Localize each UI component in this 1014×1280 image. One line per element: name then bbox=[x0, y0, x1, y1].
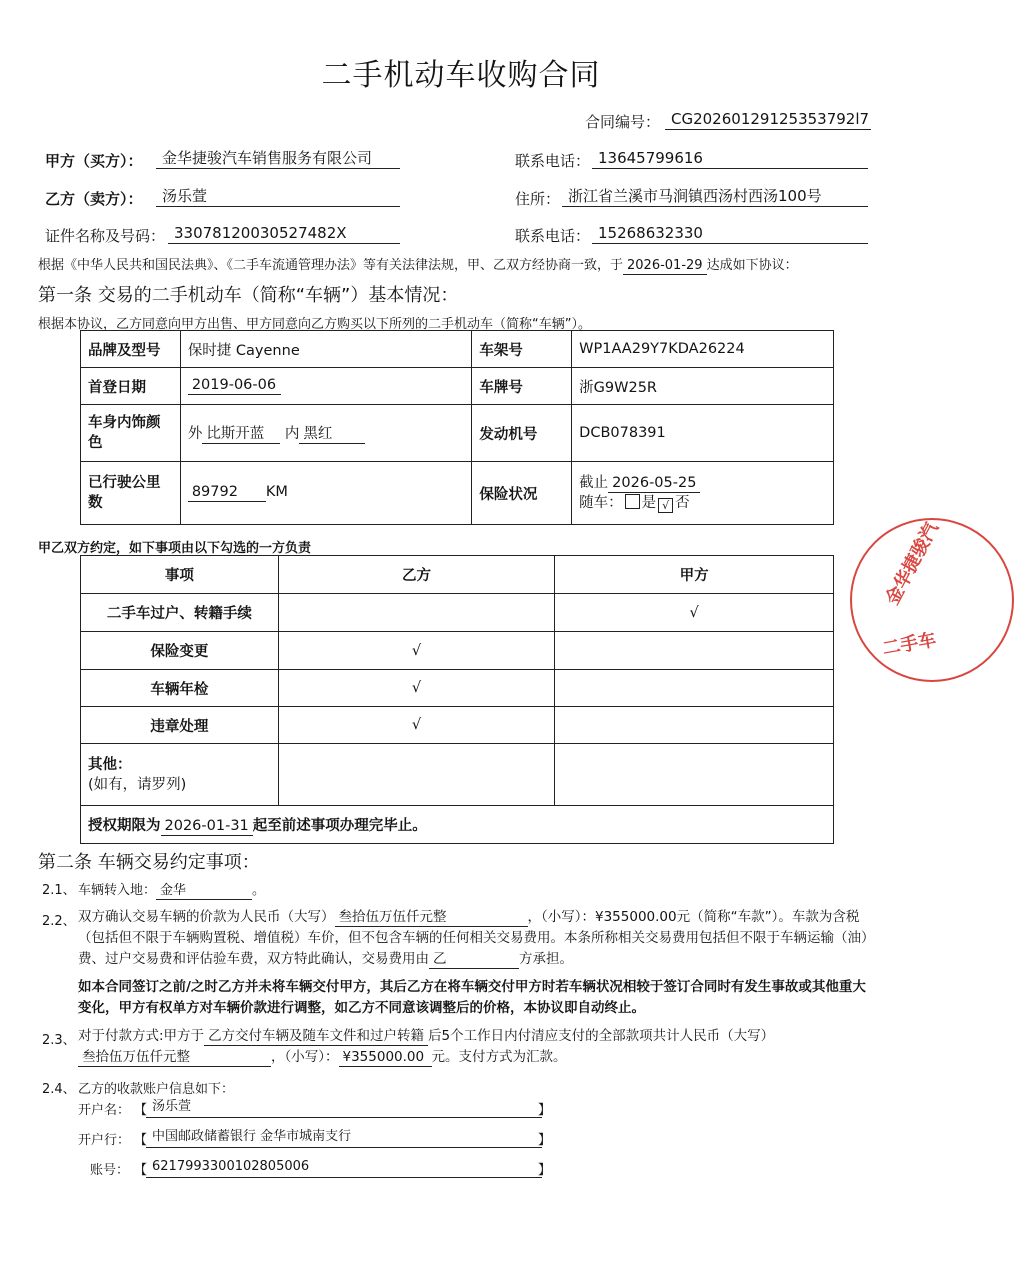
contract-no-value: CG20260129125353792l7 bbox=[665, 109, 871, 130]
duty-check-a bbox=[555, 707, 834, 744]
duty-item: 保险变更 bbox=[81, 632, 279, 670]
payment-upper: 叁拾伍万伍仟元整 bbox=[78, 1049, 271, 1067]
duty-check-b: √ bbox=[278, 632, 555, 670]
clause-2-2-num: 2.2、 bbox=[42, 914, 76, 929]
clause-2-3-a: 对于付款方式:甲方于 bbox=[78, 1028, 205, 1044]
bank-label: 开户行： bbox=[78, 1133, 131, 1148]
clause-2-1-end: 。 bbox=[252, 883, 266, 898]
duty-other-note: (如有，请罗列) bbox=[88, 776, 187, 793]
clause-2-3-d: 元。支付方式为汇款。 bbox=[431, 1049, 567, 1065]
party-a-name: 金华捷骏汽车销售服务有限公司 bbox=[156, 148, 400, 169]
bracket-close-1: 】 bbox=[538, 1103, 552, 1118]
party-b-address: 浙江省兰溪市马涧镇西汤村西汤100号 bbox=[562, 186, 868, 207]
color-label: 车身内饰颜色 bbox=[81, 405, 181, 462]
insurance-cell bbox=[572, 462, 834, 525]
preamble-text: 根据《中华人民共和国民法典》、《二手车流通管理办法》等有关法律法规，甲、乙双方经协商一致，于 bbox=[38, 258, 624, 273]
mileage-cell bbox=[180, 462, 472, 525]
mileage-label: 已行驶公里数 bbox=[81, 462, 181, 525]
seal-text-1: 金华捷骏汽 bbox=[881, 519, 943, 609]
seal-text-2: 二手车 bbox=[880, 629, 938, 660]
reg-date-label: 首登日期 bbox=[81, 368, 181, 405]
insurance-until: 2026-05-25 bbox=[608, 475, 700, 493]
vin-value: WP1AA29Y7KDA26224 bbox=[572, 331, 834, 368]
duty-check-b bbox=[278, 594, 555, 632]
interior-color: 黑红 bbox=[299, 426, 365, 444]
party-b-name: 汤乐萱 bbox=[156, 186, 400, 207]
account-holder: 汤乐萱 bbox=[146, 1097, 542, 1118]
mileage-unit: KM bbox=[265, 484, 288, 500]
duty-item: 二手车过户、转籍手续 bbox=[81, 594, 279, 632]
with-car-label: 随车： bbox=[579, 495, 623, 511]
insurance-prefix: 截止 bbox=[579, 475, 609, 491]
clause-2-3-num: 2.3、 bbox=[42, 1033, 76, 1048]
vin-label: 车架号 bbox=[472, 331, 572, 368]
party-b-label: 乙方（卖方）： bbox=[45, 190, 143, 208]
clause-2-1-value: 金华 bbox=[156, 882, 252, 900]
duty-other-label: 其他： bbox=[88, 756, 132, 773]
reg-date-cell bbox=[180, 368, 472, 405]
duty-item: 违章处理 bbox=[81, 707, 279, 744]
preamble bbox=[38, 254, 798, 275]
duty-row bbox=[81, 670, 834, 707]
duty-check-a bbox=[555, 632, 834, 670]
payment-condition: 乙方交付车辆及随车文件和过户转籍 bbox=[204, 1028, 428, 1046]
exterior-color: 比斯开蓝 bbox=[202, 426, 280, 444]
brand-value: 保时捷 Cayenne bbox=[180, 331, 472, 368]
color-cell bbox=[180, 405, 472, 462]
duty-row bbox=[81, 594, 834, 632]
duty-other-cell bbox=[81, 744, 279, 806]
plate-value: 浙G9W25R bbox=[572, 368, 834, 405]
party-a-phone: 13645799616 bbox=[592, 148, 868, 169]
vehicle-table bbox=[80, 330, 834, 525]
duty-header-item: 事项 bbox=[81, 556, 279, 594]
contract-title: 二手机动车收购合同 bbox=[321, 58, 601, 93]
plate-label: 车牌号 bbox=[472, 368, 572, 405]
duty-intro: 甲乙双方约定，如下事项由以下勾选的一方负责 bbox=[38, 541, 312, 556]
contract-no-label: 合同编号： bbox=[585, 113, 661, 131]
no-label: 否 bbox=[675, 495, 690, 511]
clause-2-4-label: 乙方的收款账户信息如下： bbox=[78, 1082, 235, 1097]
clause-2-3-c: ，（小写）： bbox=[271, 1049, 339, 1065]
account-label: 账号： bbox=[90, 1163, 130, 1178]
clause-2-3-b: 后5个工作日内付清应支付的全部款项共计人民币（大写） bbox=[428, 1028, 775, 1044]
auth-pre: 授权期限为 bbox=[88, 817, 161, 834]
duty-table bbox=[80, 555, 834, 844]
party-a-phone-label: 联系电话： bbox=[515, 152, 591, 170]
duty-row bbox=[81, 632, 834, 670]
article2-heading: 第二条 车辆交易约定事项： bbox=[38, 852, 260, 873]
price-upper: 叁拾伍万伍仟元整 bbox=[335, 909, 528, 927]
yes-checkbox[interactable] bbox=[625, 494, 640, 509]
clause-2-1 bbox=[78, 879, 265, 900]
bracket-open-2: 【 bbox=[134, 1133, 148, 1148]
duty-check-a bbox=[555, 670, 834, 707]
clause-2-2-b: ，（小写）： bbox=[527, 909, 595, 925]
duty-other-b bbox=[278, 744, 555, 806]
clause-2-2-bold: 如本合同签订之前/之时乙方并未将车辆交付甲方，其后乙方在将车辆交付甲方时若车辆状况相较于签订合同时有发生事故或其他重大变化，甲方有权单方对车辆价款进行调整，如乙方不同意该调整后的价格，本协议即自动终止。 bbox=[78, 979, 866, 1016]
party-b-id: 33078120030527482X bbox=[168, 223, 400, 244]
engine-value: DCB078391 bbox=[572, 405, 834, 462]
preamble-end: 达成如下协议： bbox=[706, 258, 798, 273]
duty-check-b: √ bbox=[278, 670, 555, 707]
engine-label: 发动机号 bbox=[472, 405, 572, 462]
account-number: 6217993300102805006 bbox=[146, 1157, 542, 1178]
clause-2-1-label: 车辆转入地： bbox=[78, 883, 157, 898]
insurance-label: 保险状况 bbox=[472, 462, 572, 525]
brand-label: 品牌及型号 bbox=[81, 331, 181, 368]
exterior-prefix: 外 bbox=[187, 426, 203, 442]
mileage-value: 89792 bbox=[188, 484, 266, 502]
duty-check-b: √ bbox=[278, 707, 555, 744]
auth-period bbox=[81, 806, 834, 844]
duty-header-party-b: 乙方 bbox=[278, 556, 555, 594]
party-b-phone: 15268632330 bbox=[592, 223, 868, 244]
fee-party: 乙 bbox=[429, 951, 519, 969]
party-b-phone-label: 联系电话： bbox=[515, 227, 591, 245]
preamble-date: 2026-01-29 bbox=[623, 257, 707, 275]
yes-label: 是 bbox=[641, 495, 657, 511]
article1-heading: 第一条 交易的二手机动车（简称“车辆”）基本情况： bbox=[38, 285, 459, 306]
party-b-id-label: 证件名称及号码： bbox=[45, 227, 166, 245]
bracket-close-3: 】 bbox=[538, 1163, 552, 1178]
duty-header-party-a: 甲方 bbox=[555, 556, 834, 594]
party-b-address-label: 住所： bbox=[515, 190, 561, 208]
payment-lower: ¥355000.00 bbox=[339, 1049, 432, 1067]
reg-date-value: 2019-06-06 bbox=[188, 377, 281, 395]
duty-row bbox=[81, 707, 834, 744]
duty-item: 车辆年检 bbox=[81, 670, 279, 707]
price-lower: ¥355000.00 bbox=[595, 909, 677, 925]
clause-2-2 bbox=[78, 907, 878, 970]
bracket-open-1: 【 bbox=[134, 1103, 148, 1118]
auth-date: 2026-01-31 bbox=[161, 818, 253, 836]
clause-2-4-num: 2.4、 bbox=[42, 1082, 76, 1097]
bracket-close-2: 】 bbox=[538, 1133, 552, 1148]
bank-name: 中国邮政储蓄银行 金华市城南支行 bbox=[146, 1127, 542, 1148]
clause-2-1-num: 2.1、 bbox=[42, 883, 76, 898]
duty-other-a bbox=[555, 744, 834, 806]
clause-2-3 bbox=[78, 1026, 878, 1068]
duty-check-a: √ bbox=[555, 594, 834, 632]
party-a-label: 甲方（买方）： bbox=[45, 152, 143, 170]
company-seal bbox=[850, 518, 1014, 682]
clause-2-2-d: 方承担。 bbox=[519, 951, 573, 967]
article1-intro: 根据本协议，乙方同意向甲方出售、甲方同意向乙方购买以下所列的二手机动车（简称“车辆”）。 bbox=[38, 317, 591, 332]
clause-2-2-a: 双方确认交易车辆的价款为人民币（大写） bbox=[78, 909, 335, 925]
no-checkbox[interactable]: √ bbox=[658, 498, 673, 513]
account-holder-label: 开户名： bbox=[78, 1103, 131, 1118]
clause-2-2-c: 元（简称“车款”）。车款为含税（包括但不限于车辆购置税、增值税）车价，但不包含车辆的任何相关交易费用。本条所称相关交易费用包括但不限于车辆运输（油）费、过户交易费和评估验车费，双方特此确认，交易费用由 bbox=[78, 909, 875, 967]
bracket-open-3: 【 bbox=[134, 1163, 148, 1178]
interior-prefix: 内 bbox=[284, 426, 300, 442]
auth-post: 起至前述事项办理完毕止。 bbox=[252, 817, 427, 834]
